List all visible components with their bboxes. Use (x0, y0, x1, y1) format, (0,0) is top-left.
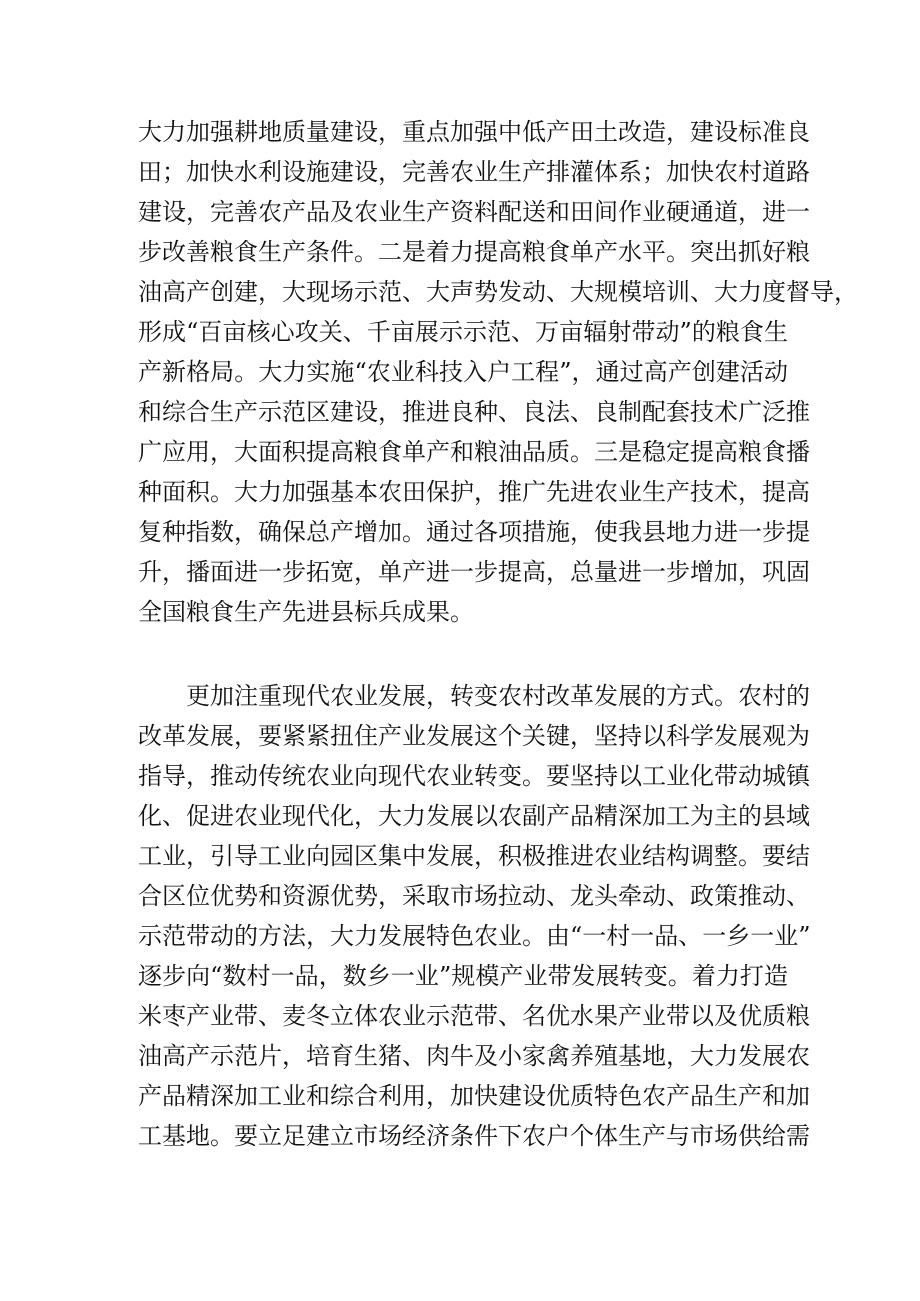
paragraph-line: 化、促进农业现代化，大力发展以农副产品精深加工为主的县域 (138, 802, 810, 830)
paragraph-line: 升，播面进一步拓宽，单产进一步提高，总量进一步增加，巩固 (138, 558, 810, 586)
paragraph-line: 改革发展，要紧紧扭住产业发展这个关键，坚持以科学发展观为 (138, 722, 810, 750)
paragraph-line: 建设，完善农产品及农业生产资料配送和田间作业硬通道，进一 (138, 198, 810, 226)
paragraph-line: 指导，推动传统农业向现代农业转变。要坚持以工业化带动城镇 (138, 762, 810, 790)
paragraph-line: 复种指数，确保总产增加。通过各项措施，使我县地力进一步提 (138, 518, 810, 546)
paragraph-line: 大力加强耕地质量建设，重点加强中低产田土改造，建设标准良 (138, 118, 810, 146)
paragraph-line: 全国粮食生产先进县标兵成果。 (138, 598, 474, 626)
paragraph-line: 种面积。大力加强基本农田保护，推广先进农业生产技术，提高 (138, 478, 810, 506)
paragraph-line: 示范带动的方法，大力发展特色农业。由“一村一品、一乡一业” (138, 922, 811, 950)
paragraph-line: 广应用，大面积提高粮食单产和粮油品质。三是稳定提高粮食播 (138, 438, 810, 466)
paragraph-line: 产新格局。大力实施“农业科技入户工程”，通过高产创建活动 (138, 358, 788, 386)
paragraph-line: 更加注重现代农业发展，转变农村改革发展的方式。农村的 (186, 682, 810, 710)
paragraph-line: 合区位优势和资源优势，采取市场拉动、龙头牵动、政策推动、 (138, 882, 810, 910)
paragraph-line: 油高产创建，大现场示范、大声势发动、大规模培训、大力度督导， (138, 278, 858, 306)
paragraph-line: 油高产示范片，培育生猪、肉牛及小家禽养殖基地，大力发展农 (138, 1042, 810, 1070)
paragraph-line: 逐步向“数村一品，数乡一业”规模产业带发展转变。着力打造 (138, 962, 788, 990)
paragraph-line: 形成“百亩核心攻关、千亩展示示范、万亩辐射带动”的粮食生 (138, 318, 788, 346)
paragraph-line: 工基地。要立足建立市场经济条件下农户个体生产与市场供给需 (138, 1122, 810, 1150)
paragraph-line: 工业，引导工业向园区集中发展，积极推进农业结构调整。要结 (138, 842, 810, 870)
paragraph-line: 田；加快水利设施建设，完善农业生产排灌体系；加快农村道路 (138, 158, 810, 186)
paragraph-2 (138, 676, 811, 1156)
paragraph-line: 和综合生产示范区建设，推进良种、良法、良制配套技术广泛推 (138, 398, 810, 426)
paragraph-line: 米枣产业带、麦冬立体农业示范带、名优水果产业带以及优质粮 (138, 1002, 810, 1030)
paragraph-1 (138, 112, 858, 632)
paragraph-line: 产品精深加工业和综合利用，加快建设优质特色农产品生产和加 (138, 1082, 810, 1110)
paragraph-line: 步改善粮食生产条件。二是着力提高粮食单产水平。突出抓好粮 (138, 238, 810, 266)
